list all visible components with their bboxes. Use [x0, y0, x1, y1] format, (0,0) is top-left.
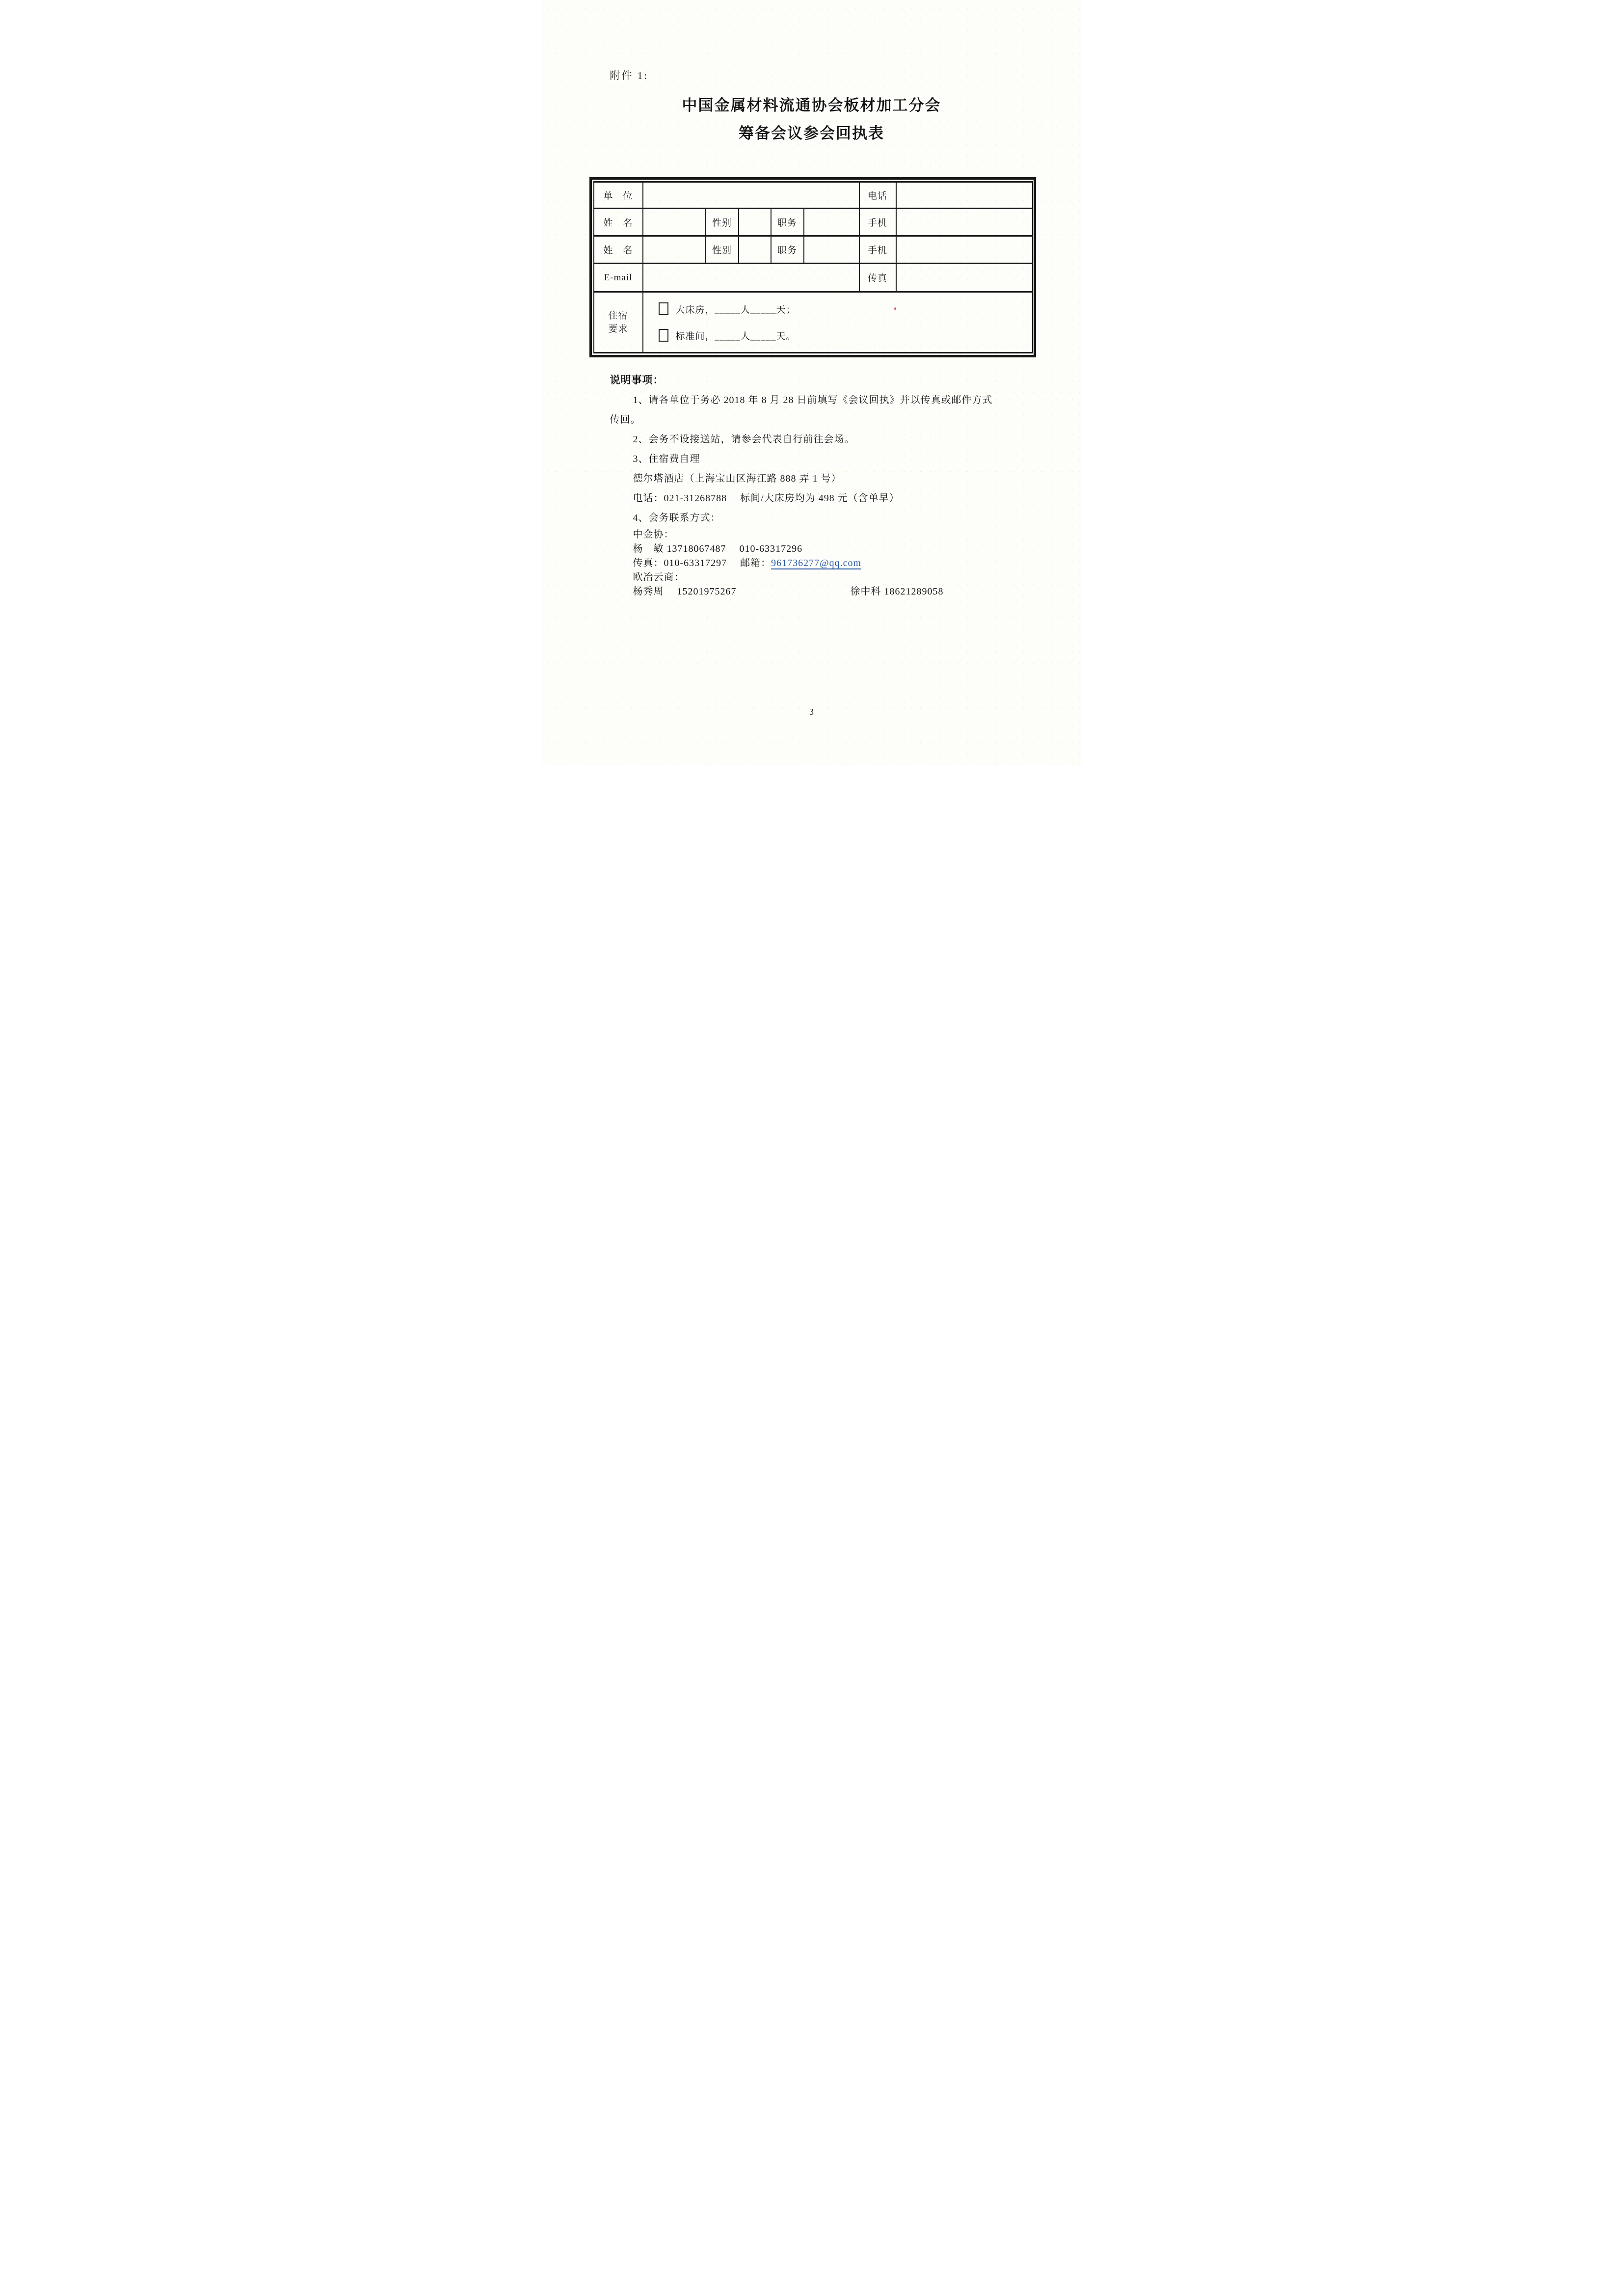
mobile-label-cell-2: 手机: [859, 236, 896, 264]
name-label-cell-1: 姓 名: [594, 209, 643, 236]
mobile-value-cell-1: [896, 209, 1033, 236]
accommodation-label-line-2: 要求: [608, 324, 628, 334]
unit-value-cell: [643, 182, 859, 209]
king-room-option: [659, 302, 796, 316]
hotel-info: 德尔塔酒店（上海宝山区海江路 888 弄 1 号）: [633, 473, 842, 484]
phone-label-cell: 电话: [859, 182, 896, 209]
contact-xuzhongke: 徐中科 18621289058: [850, 586, 944, 597]
table-row: [594, 182, 1033, 209]
accommodation-options-cell: [643, 292, 1033, 353]
name-label-cell-2: 姓 名: [594, 236, 643, 264]
contact-yangxiuzhou: 杨秀周 15201975267: [633, 586, 737, 597]
standard-room-option-label: 标准间，_____人_____天。: [675, 331, 796, 342]
name-value-cell-2: [643, 236, 706, 264]
notes-heading: 说明事项：: [610, 375, 664, 386]
mobile-value-cell-2: [896, 236, 1033, 264]
accommodation-label-cell: [594, 292, 643, 353]
note-item-1: 1、请各单位于务必 2018 年 8 月 28 日前填写《会议回执》并以传真或邮件方式: [633, 395, 993, 405]
unit-label-cell: 单 位: [594, 182, 643, 209]
contact-line-2: [610, 585, 1032, 599]
gender-label-cell-2: 性别: [706, 236, 739, 264]
title-line-2: 筹备会议参会回执表: [739, 125, 884, 142]
king-room-checkbox: [659, 302, 668, 315]
position-value-cell-2: [804, 236, 859, 264]
attachment-label: 附件 1:: [610, 70, 649, 81]
org-cma-label: 中金协：: [633, 529, 674, 540]
table-row: [594, 292, 1033, 353]
fax-email-line: [610, 556, 1032, 570]
notes-section: [610, 371, 1032, 599]
note-item-2: 2、会务不设接送站，请参会代表自行前往会场。: [633, 434, 855, 445]
fax-label-cell: 传真: [859, 264, 896, 292]
position-value-cell-1: [804, 209, 859, 236]
gender-label-cell-1: 性别: [706, 209, 739, 236]
table-row: [594, 264, 1033, 292]
registration-table: [589, 177, 1036, 357]
table-row: [594, 209, 1033, 236]
position-label-cell-2: 职务: [771, 236, 804, 264]
email-value-cell: [643, 264, 859, 292]
standard-room-checkbox: [659, 329, 668, 342]
title-line-1: 中国金属材料流通协会板材加工分会: [682, 97, 941, 114]
email-link[interactable]: 961736277@qq.com: [771, 558, 862, 568]
email-label-cell: E-mail: [594, 264, 643, 292]
accommodation-label-line-1: 住宿: [608, 310, 628, 321]
org-ouyeel-label: 欧冶云商：: [633, 572, 685, 583]
contact-yangmin: 杨 敏 13718067487 010-63317296: [633, 543, 803, 554]
note-item-3: 3、住宿费自理: [633, 454, 700, 464]
gender-value-cell-2: [739, 236, 771, 264]
note-item-4: 4、会务联系方式：: [633, 513, 721, 523]
hotel-phone-info: 电话：021-31268788 标间/大床房均为 498 元（含单早）: [633, 493, 900, 504]
page-number: 3: [809, 707, 814, 717]
standard-room-option: [659, 329, 796, 342]
position-label-cell-1: 职务: [771, 209, 804, 236]
document-title: [541, 91, 1082, 147]
fax-email-prefix: 传真：010-63317297 邮箱：: [633, 558, 772, 568]
king-room-option-label: 大床房，_____人_____天；: [675, 305, 796, 315]
fax-value-cell: [896, 264, 1033, 292]
scan-artifact-dot: [894, 307, 896, 310]
note-item-1-continued: 传回。: [610, 414, 641, 425]
mobile-label-cell-1: 手机: [859, 209, 896, 236]
name-value-cell-1: [643, 209, 706, 236]
gender-value-cell-1: [739, 209, 771, 236]
document-page: [541, 0, 1082, 765]
phone-value-cell: [896, 182, 1033, 209]
table-row: [594, 236, 1033, 264]
